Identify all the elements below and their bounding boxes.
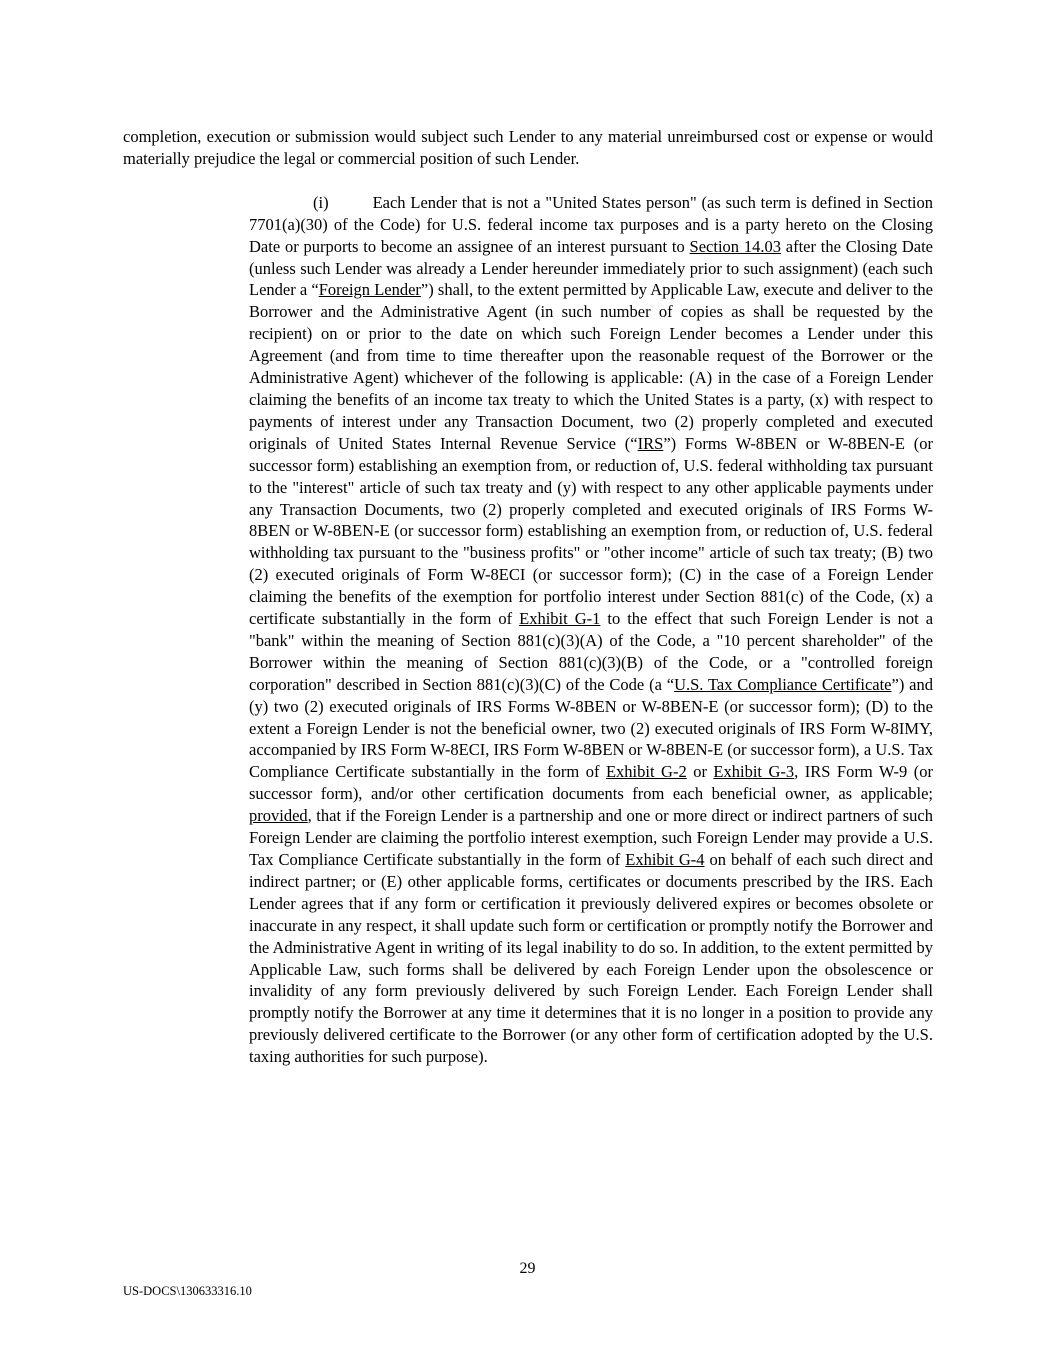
clause-i-paragraph <box>249 192 933 1068</box>
page-content <box>123 126 933 1068</box>
intro-paragraph: completion, execution or submission would subject such Lender to any material unreimbursed cost or expense or would materially prejudice the legal or commercial position of such Lender. <box>123 127 933 168</box>
clause-i-label: (i) <box>313 192 329 212</box>
page-number: 29 <box>519 1260 536 1278</box>
footer-doc-id: US-DOCS\130633316.10 <box>123 1284 252 1299</box>
clause-i-text: Each Lender that is not a "United States person" (as such term is defined in Section 7701(a)(30) of the Code) for U.S. federal income tax purposes and is a party hereto on the Closing Date or purports to become an assignee of an interest pursuant to Section 14.03 after the Closing Date (unless such Lender was already a Lender hereunder immediately prior to such assignment) (each such Lender a “Foreign Lender”) shall, to the extent permitted by Applicable Law, execute and deliver to the Borrower and the Administrative Agent (in such number of copies as shall be requested by the recipient) on or prior to the date on which such Foreign Lender becomes a Lender under this Agreement (and from time to time thereafter upon the reasonable request of the Borrower or the Administrative Agent) whichever of the following is applicable: (A) in the case of a Foreign Lender claiming the benefits of an income tax treaty to which the United States is a party, (x) with respect to payments of interest under any Transaction Document, two (2) properly completed and executed originals of United States Internal Revenue Service (“IRS”) Forms W-8BEN or W-8BEN-E (or successor form) establishing an exemption from, or reduction of, U.S. federal withholding tax pursuant to the "interest" article of such tax treaty and (y) with respect to any other applicable payments under any Transaction Documents, two (2) properly completed and executed originals of IRS Forms W-8BEN or W-8BEN-E (or successor form) establishing an exemption from, or reduction of, U.S. federal withholding tax pursuant to the "business profits" or "other income" article of such tax treaty; (B) two (2) executed originals of Form W-8ECI (or successor form); (C) in the case of a Foreign Lender claiming the benefits of the exemption for portfolio interest under Section 881(c) of the Code, (x) a certificate substantially in the form of Exhibit G-1 to the effect that such Foreign Lender is not a "bank" within the meaning of Section 881(c)(3)(A) of the Code, a "10 percent shareholder" of the Borrower within the meaning of Section 881(c)(3)(B) of the Code, or a "controlled foreign corporation" described in Section 881(c)(3)(C) of the Code (a “U.S. Tax Compliance Certificate”) and (y) two (2) executed originals of IRS Forms W-8BEN or W-8BEN-E (or successor form); (D) to the extent a Foreign Lender is not the beneficial owner, two (2) executed originals of IRS Form W-8IMY, accompanied by IRS Form W-8ECI, IRS Form W-8BEN or W-8BEN-E (or successor form), a U.S. Tax Compliance Certificate substantially in the form of Exhibit G-2 or Exhibit G-3, IRS Form W-9 (or successor form), and/or other certification documents from each beneficial owner, as applicable; provided, that if the Foreign Lender is a partnership and one or more direct or indirect partners of such Foreign Lender are claiming the portfolio interest exemption, such Foreign Lender may provide a U.S. Tax Compliance Certificate substantially in the form of Exhibit G-4 on behalf of each such direct and indirect partner; or (E) other applicable forms, certificates or documents prescribed by the IRS. Each Lender agrees that if any form or certification it previously delivered expires or becomes obsolete or inaccurate in any respect, it shall update such form or certification or promptly notify the Borrower and the Administrative Agent in writing of its legal inability to do so. In addition, to the extent permitted by Applicable Law, such forms shall be delivered by each Foreign Lender upon the obsolescence or invalidity of any form previously delivered by such Foreign Lender. Each Foreign Lender shall promptly notify the Borrower at any time it determines that it is no longer in a position to provide any previously delivered certificate to the Borrower (or any other form of certification adopted by the U.S. taxing authorities for such purpose). <box>249 192 934 1067</box>
